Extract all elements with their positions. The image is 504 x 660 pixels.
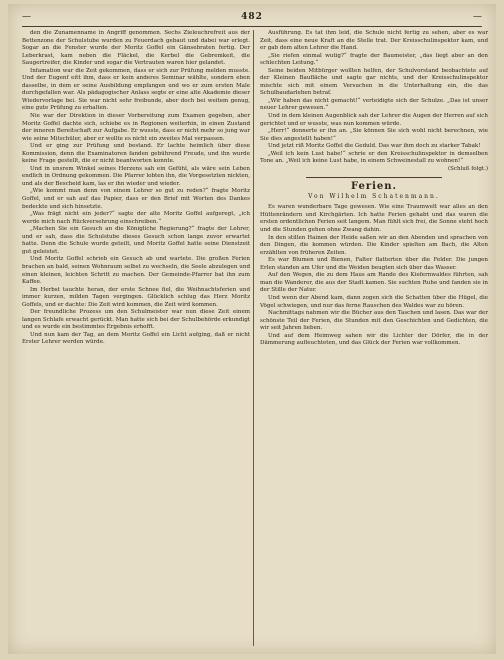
paragraph: Und Moritz Goffel schrieb ein Gesuch ab und wartete. Die großen Ferien brachen an bald, seinen Wohnraum selbst zu wechseln, die Seele abzulegen und einen kleinen, leichten Schritt zu machen. Der Gemeinde-Pfarrer bat ihn zum Kaffee. [22,256,250,286]
paragraph: Es waren wunderbare Tage gewesen. Wie eine Traumwelt war alles an den Hüttenrändern und Kirchgärten. Ich hatte Ferien gehabt und das waren die ersten ordentlichen Ferien seit langem. Man fühlt sich frei, die Sonne steht hoch und die Stunden gehen ohne Zwang dahin. [260,204,488,234]
paragraph: Infamation war die Zeit gekommen, dass er sich zur Prüfung melden musste. Und der Eugenf eitt ihm, dass er kein anderes Seminar wählte, sondern eben dasselbe, in dem er seine Ausbildung empfangen und wo er zum ersten Male durchgefallen war. Als pädagogischer Anlass segte er eine alte Akademie dieser Wiedervorlage bei. Sie war nicht sehr freibunde, aber doch bei weitem genug, eine gute Prüfung zu erhalten. [22,67,250,112]
paragraph: Und in dem kleinen Augenblick sah der Lehrer die Augen der Herren auf sich gerichtet und er wusste, was nun kommen würde. [260,113,488,127]
section-separator [306,177,443,178]
paragraph: Ausführung. Es tat ihm leid, die Schule nicht fertig zu sehen, aber es war Zeit, dass eine neue Kraft an die Stelle trat. Der Kreisschulinspektor kam, und er gab dem alten Lehrer die Hand. [260,30,488,52]
paragraph: Seine beiden Mitbürger wollten helfen, der Schulvorstand beobachtete auf der Kleinen Baufläche und sagte gar nichts, und der Kreisschulinspektor mischte sich mit einem Versuchen in die Unterhaltung ein, die das Schulbaudarlehen betraf. [260,67,488,97]
paragraph: „Machen Sie ein Gesuch an die Königliche Regierung?“ fragte der Lehrer, und er sah, dass die Schulstube dieses Gesuch schon lange zuvor erwartet hatte. Denn die Schule wurde geteilt, und Moritz Goffel hatte seine Dienstzeit gut geleistet. [22,226,250,255]
right-column [260,30,488,646]
left-column [22,30,250,646]
paragraph: In den stillen Hainen der Heide saßen wir an den Abenden und sprachen von den Dingen, die kommen würden. Die Kinder spielten am Bach, die Alten erzählten von früheren Zeiten. [260,234,488,256]
paragraph: Und er ging zur Prüfung und bestand. Er lachte heimlich über diese Kommission, denn die Examinatoren fanden gebührend Freude, und ihn wurde keine Frage gestellt, die er nicht beantworten konnte. [22,143,250,165]
paragraph: Und wenn der Abend kam, dann zogen sich die Schatten über die Hügel, die Vögel schwiegen, und nur das ferne Rauschen des Waldes war zu hören. [260,294,488,309]
paragraph: „Was frägt nicht ein jeder?“ sagte der alte Moritz Goffel aufgeregt, „ich werde mich nach Rückversehrung einschreiben.“ [22,211,250,225]
paragraph: Auf den Wegen, die zu dem Haus am Rande des Kiefernwaldes führten, sah man die Wanderer, die aus der Stadt kamen. Sie suchten Ruhe und fanden sie in der Stille der Natur. [260,272,488,294]
paragraph: „Herr!“ donnerte er ihn an. „Sie können Sie sich wohl nicht berechnen, wie Sie dies angestellt haben!“ [260,128,488,142]
page-header [22,10,482,24]
paragraph: Und in unsrem Winkel seines Herzens sah ein Gefühl, als wäre sein Leben endlich in Ordnung gekommen. Die Pfarrer lobten ihn, die Vorgesetzten nickten, und als der Bescheid kam, las er ihn wieder und wieder. [22,165,250,187]
paragraph: Im Herbst tauchte heran, der erste Schnee fiel, die Weihnachtsferien und immer kurzen, milden Tagen vergingen. Glücklich schlug das Herz Moritz Goffels, und er dachte: Die Zeit wird kommen, die Zeit wird kommen. [22,286,250,308]
continuation-note: (Schluß folgt.) [448,165,488,172]
paragraph: den die Zunamenname in Angriff genommen. Sechs Zieleuchrefreit aus der Bettenzone der Schulstube wurden zu Feuerdach gebaut und dabei war erlegt. Sogar an die Fenster wurde der Moritz Goffel ein Gänsebraten fertig. Der Leberkrast, kam neben die Fläckel, die Kerbel die Gebremkeit, die Saugertreifer, die Kinder und sogar die Vertrauten waren hier gelandet. [22,30,250,67]
paragraph: Und jetzt riß Moritz Goffel die Geduld. Das war ihm doch zu starker Tabak! [268,143,481,150]
paragraph: Es war Blumen und Bienen, Falter flatterten über die Felder. Die jungen Erlen standen am Ufer und die Weiden beugten sich über das Wasser. [260,257,488,271]
column-divider [253,30,254,646]
newspaper-page [8,4,496,654]
paragraph: „Wir haben das nicht gemacht!“ verteidigte sich der Schulze. „Das ist unser neuer Lehrer gewesen.“ [260,97,488,112]
paragraph: Nie war der Direktion in dieser Vorbereitung zum Examen gegeben, aber Moritz Goffel dachte sich, schiebe es in Regionen weiterhin, in einen Zustand der inneren Bereitschaft zur Aufgabe. Er wusste, dass er nicht mehr so jung war wie seine Mitschüler, aber er wollte es nicht ein zweites Mal verpassen. [22,113,250,142]
section-byline: Von Wilhelm Schatenmann. [308,193,440,201]
paragraph: Und nun kam der Tag, an dem Moritz Goffel ein Licht aufging, daß er nicht Erster Lehrer werden würde. [22,331,250,346]
header-divider [22,26,482,27]
paragraph: „Wie kommt man denn von einem Lehrer so gut zu reden?“ fragte Moritz Goffel, und er sah auf das Papier, dass er den Brief mit Worten des Dankes bedeckte und sich hinsetzte. [22,188,250,210]
header-right-rule: — [472,12,482,22]
paragraph: „Sie riefen einmal wutig?“ fragte der Baumeister, „das liegt aber an den schlechten Leitung.“ [260,52,488,67]
paragraph: Nachmittags nahmen wir die Bücher aus den Taschen und lasen. Das war der schönste Teil der Ferien, die Stunden mit den Geschichten und Gedichten, die wir seit Jahren lieben. [260,310,488,332]
section-title: Ferien. [350,181,398,193]
header-left-rule: — [22,12,31,22]
paragraph: Der freundliche Prozess um den Schulmeister war nun diese Zeit einem langen Schlafe erwacht gerückt. Man hatte sich bei der Schulbehörde erkundigt und es wurde ein bestimmtes Ergebnis erhofft. [22,309,250,331]
page-number: 482 [241,12,263,22]
paragraph: „Weil ich kein Lust habe!“ schrie er den Kreisschulinspektor in demselben Tone an. „Weil ich keine Lust habe, in einem Schweinestall zu wohnen!“ [260,150,488,165]
paragraph: Und auf dem Heimweg sahen wir die Lichter der Dörfer, die in der Dämmerung aufleuchteten, und das Glück der Ferien war vollkommen. [260,332,488,347]
